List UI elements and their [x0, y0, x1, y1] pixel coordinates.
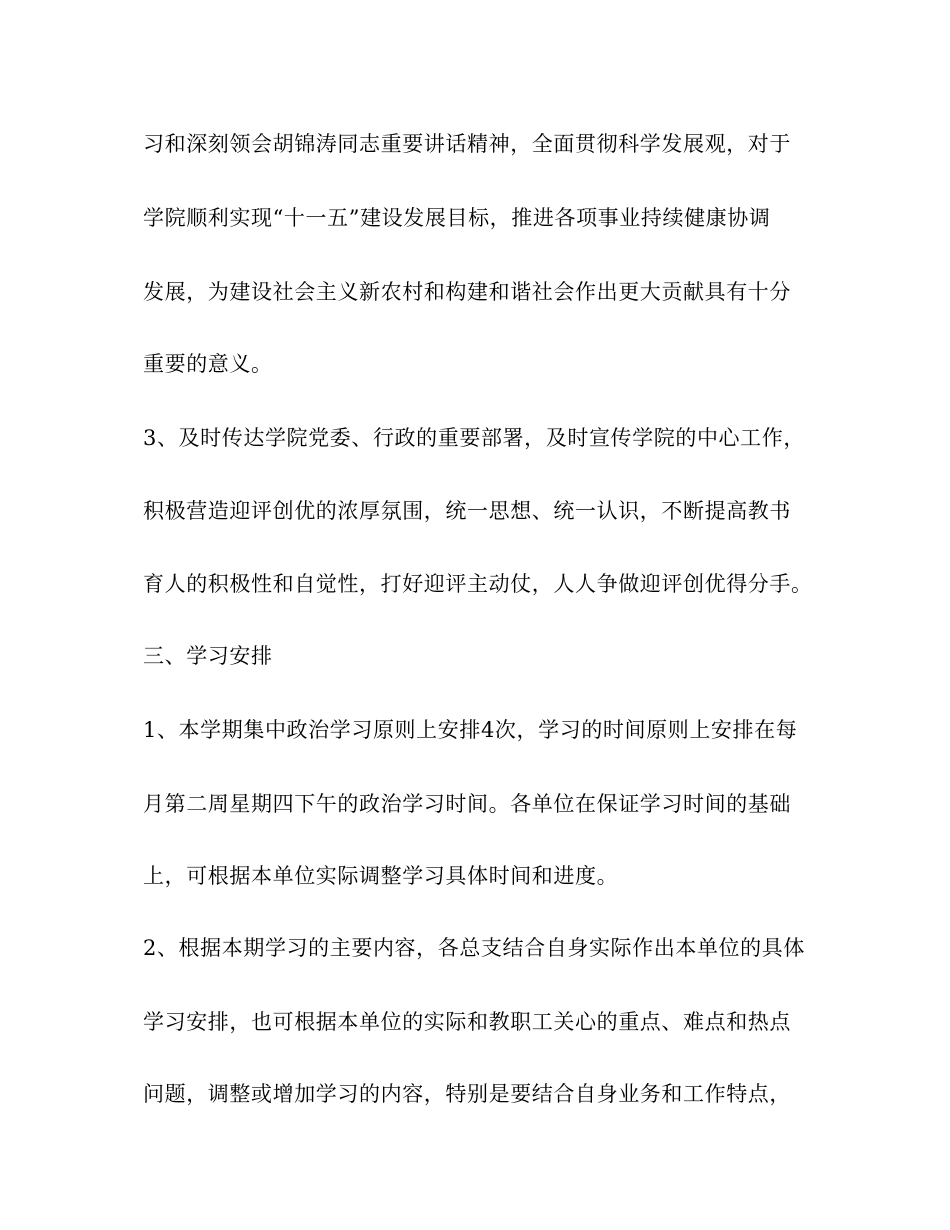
paragraph-line: 学院顺利实现“十一五”建设发展目标，推进各项事业持续健康协调 [143, 206, 771, 230]
paragraph-line: 习和深刻领会胡锦涛同志重要讲话精神，全面贯彻科学发展观，对于 [143, 132, 791, 156]
paragraph-line: 育人的积极性和自觉性，打好迎评主动仗，人人争做迎评创优得分手。 [143, 572, 813, 596]
paragraph-line: 3、及时传达学院党委、行政的重要部署，及时宣传学院的中心工作， [143, 426, 805, 450]
paragraph-line: 问题，调整或增加学习的内容，特别是要结合自身业务和工作特点， [143, 1082, 791, 1106]
paragraph-line: 重要的意义。 [143, 352, 273, 376]
paragraph-line: 1、本学期集中政治学习原则上安排4次，学习的时间原则上安排在每 [143, 718, 798, 742]
paragraph-line: 2、根据本期学习的主要内容，各总支结合自身实际作出本单位的具体 [143, 936, 805, 960]
paragraph-line: 积极营造迎评创优的浓厚氛围，统一思想、统一认识，不断提高教书 [143, 499, 791, 523]
paragraph-line: 学习安排，也可根据本单位的实际和教职工关心的重点、难点和热点 [143, 1010, 791, 1034]
section-heading: 三、学习安排 [143, 644, 273, 668]
paragraph-line: 月第二周星期四下午的政治学习时间。各单位在保证学习时间的基础 [143, 792, 791, 816]
paragraph-line: 发展，为建设社会主义新农村和构建和谐社会作出更大贡献具有十分 [143, 280, 791, 304]
paragraph-line: 上，可根据本单位实际调整学习具体时间和进度。 [143, 864, 619, 888]
